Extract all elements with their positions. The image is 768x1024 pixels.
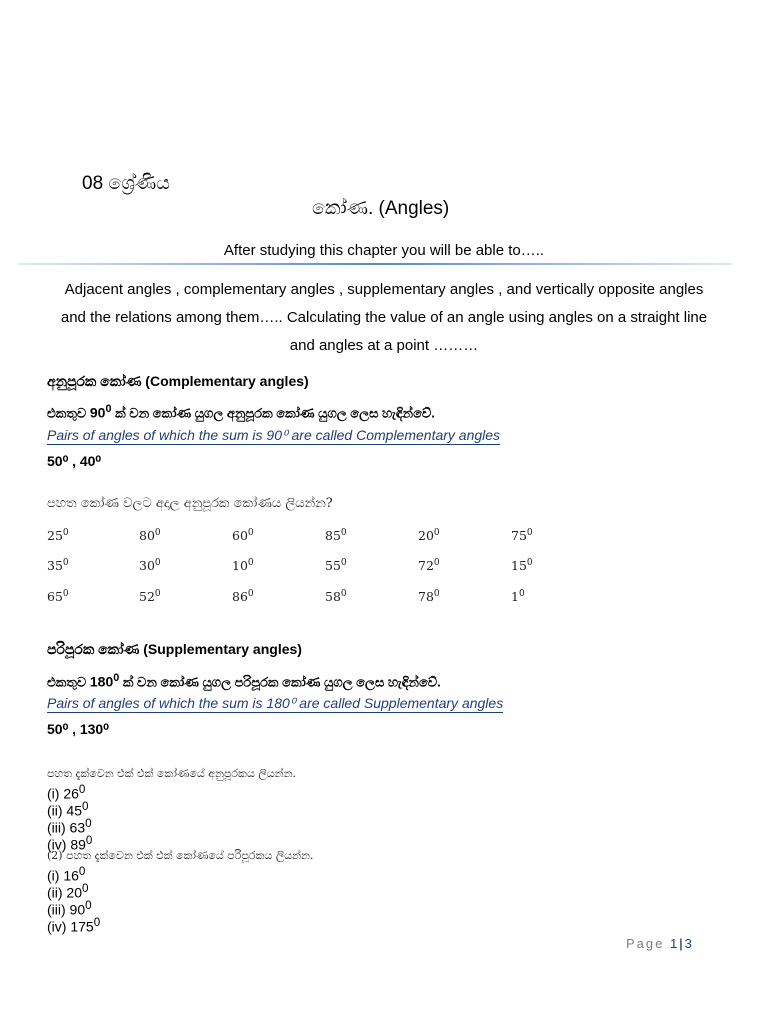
complementary-question: පහත කෝණ වලට අදාල අනුපූරක කෝණය ලියන්න? bbox=[47, 496, 333, 511]
angle-value: $78^0$ bbox=[418, 589, 440, 605]
complementary-definition bbox=[47, 403, 435, 421]
angle-value: $58^0$ bbox=[325, 589, 347, 605]
complementary-definition-en: Pairs of angles of which the sum is 90⁰ are called Complementary angles bbox=[47, 427, 501, 443]
definition-value: 90 bbox=[89, 404, 106, 421]
intro-text: After studying this chapter you will be able to….. bbox=[223, 242, 545, 259]
exercise2-item: (i) $16^0$ bbox=[47, 865, 86, 884]
definition-prefix: එකතුව bbox=[47, 674, 90, 690]
angle-value: $80^0$ bbox=[139, 528, 161, 544]
exercise1-item: (iv) $89^0$ bbox=[47, 834, 93, 853]
divider bbox=[18, 263, 732, 265]
supplementary-example: 50⁰ , 130⁰ bbox=[47, 721, 109, 737]
angle-value: $75^0$ bbox=[511, 528, 533, 544]
angle-value: $15^0$ bbox=[511, 558, 533, 574]
angle-value: $55^0$ bbox=[325, 558, 347, 574]
supplementary-definition-en: Pairs of angles of which the sum is 180⁰ are called Supplementary angles bbox=[47, 695, 504, 711]
complementary-heading: අනුපූරක කෝණ (Complementary angles) bbox=[47, 373, 309, 389]
page-word: Page bbox=[626, 936, 665, 951]
angle-value: $85^0$ bbox=[325, 528, 347, 544]
exercise2-item: (iv) $175^0$ bbox=[47, 916, 101, 935]
exercise1-item: (iii) $63^0$ bbox=[47, 817, 92, 836]
objectives-line: and the relations among them….. Calculating the value of an angle using angles on a straight line bbox=[60, 309, 708, 326]
angle-value: $25^0$ bbox=[47, 528, 69, 544]
definition-prefix: එකතුව bbox=[47, 405, 90, 421]
objectives-line: Adjacent angles , complementary angles , supplementary angles , and vertically opposite angles bbox=[64, 281, 704, 298]
grade-label: 08 ශ්‍රේණිය bbox=[82, 173, 170, 194]
definition-degree: 0 bbox=[105, 403, 112, 415]
angle-value: $20^0$ bbox=[418, 528, 440, 544]
page-footer bbox=[626, 936, 694, 951]
chapter-title: කෝණ. (Angles) bbox=[312, 198, 450, 219]
angle-value: $30^0$ bbox=[139, 558, 161, 574]
definition-value: 180 bbox=[89, 673, 114, 690]
learning-objectives bbox=[40, 276, 728, 360]
definition-suffix: ක් වන කෝණ යුගල අනුපූරක කෝණ යුගල ලෙස හැඳින්වේ. bbox=[111, 405, 435, 421]
objectives-line: and angles at a point ……… bbox=[289, 337, 479, 354]
angle-value: $10^0$ bbox=[232, 558, 254, 574]
definition-suffix: ක් වන කෝණ යුගල පරිපූරක කෝණ යුගල ලෙස හැඳින්වේ. bbox=[119, 674, 441, 690]
page-separator: | bbox=[679, 936, 685, 951]
angle-value: $86^0$ bbox=[232, 589, 254, 605]
supplementary-definition bbox=[47, 672, 441, 690]
supplementary-heading: පරිපූරක කෝණ (Supplementary angles) bbox=[47, 641, 302, 657]
exercise2-item: (iii) $90^0$ bbox=[47, 899, 92, 918]
angle-value: $1^0$ bbox=[511, 589, 525, 605]
page-number: 1 bbox=[670, 936, 680, 951]
exercise1-item: (i) $26^0$ bbox=[47, 783, 86, 802]
exercise2-prompt: (2) පහත දැක්වෙන එක් එක් කෝණයේ පරිපූරකය ලියන්න. bbox=[47, 849, 314, 862]
angle-value: $72^0$ bbox=[418, 558, 440, 574]
definition-degree: 0 bbox=[113, 672, 120, 684]
exercise1-prompt: පහත දැක්වෙන එක් එක් කෝණයේ අනුපූරකය ලියන්න. bbox=[47, 767, 297, 780]
angle-value: $65^0$ bbox=[47, 589, 69, 605]
complementary-example: 50⁰ , 40⁰ bbox=[47, 453, 102, 469]
angle-value: $35^0$ bbox=[47, 558, 69, 574]
angle-value: $52^0$ bbox=[139, 589, 161, 605]
exercise1-item: (ii) $45^0$ bbox=[47, 800, 89, 819]
page-total: 3 bbox=[684, 936, 694, 951]
angle-value: $60^0$ bbox=[232, 528, 254, 544]
exercise2-item: (ii) $20^0$ bbox=[47, 882, 89, 901]
